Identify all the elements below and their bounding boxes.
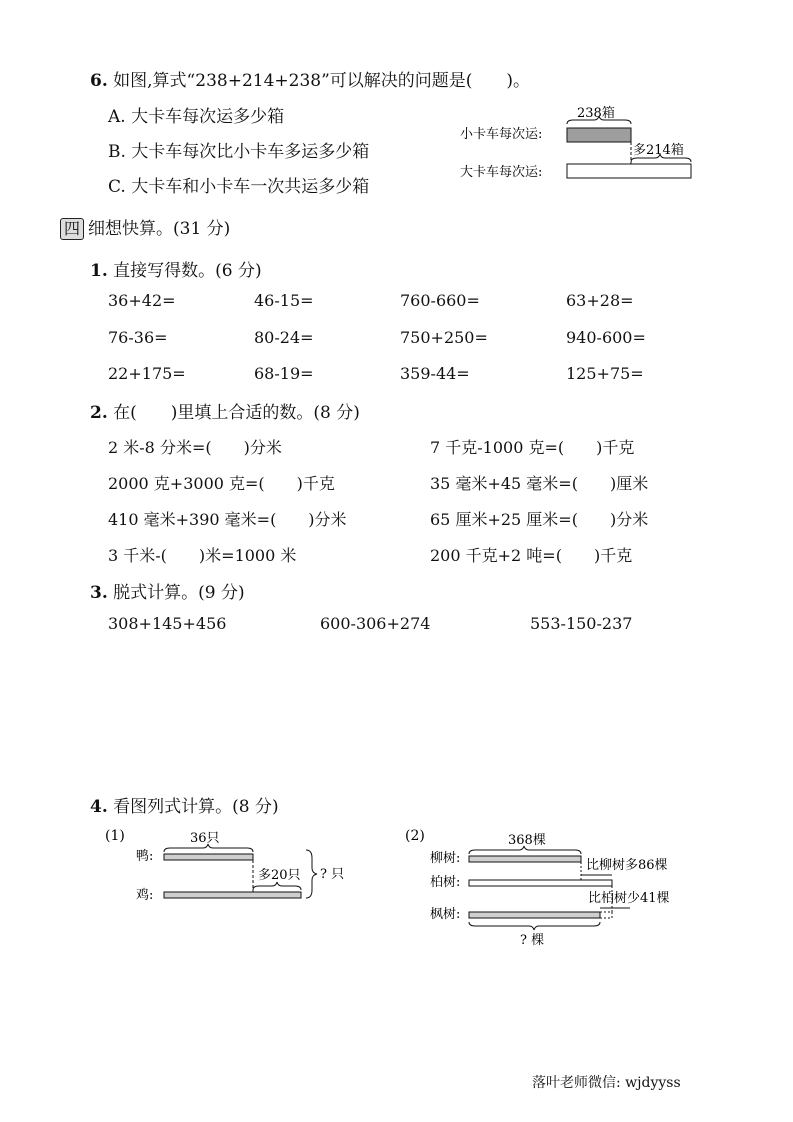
section-header [60,214,230,240]
p1-r3c1: 22+175= [108,364,186,383]
q6-stem [90,66,530,91]
more-brace-1 [253,882,301,890]
willow-value: 368棵 [508,833,546,848]
p1-r2c1: 76-36= [108,328,168,347]
cypress-label: 柏树: [430,875,461,890]
fig1-index: (1) [105,828,125,844]
small-truck-value: 238箱 [577,106,615,121]
p1-r2c2: 80-24= [254,328,314,347]
p1-r3c3: 359-44= [400,364,470,383]
fig1-more-value: 多20只 [258,868,301,883]
p1-r1c3: 760-660= [400,291,480,310]
fig2-index: (2) [405,828,425,844]
duck-label: 鸭: [136,849,154,864]
p1-r1c2: 46-15= [254,291,314,310]
small-truck-label: 小卡车每次运: [460,127,543,142]
large-truck-label: 大卡车每次运: [460,165,543,180]
fig2-question: ? 棵 [520,933,545,948]
q6-number: 6. [90,71,108,91]
chicken-label: 鸡: [136,888,154,903]
p1-r3c2: 68-19= [254,364,314,383]
large-truck-bar [567,164,691,178]
p1-r2c4: 940-600= [566,328,646,347]
p1-r1c4: 63+28= [566,291,634,310]
p2-r4c2: 200 千克+2 吨=( )千克 [430,546,633,565]
maple-bar [469,912,600,918]
total-brace [306,850,317,898]
q6-text: 如图,算式“238+214+238”可以解决的问题是( )。 [113,71,531,91]
p1-title: 1. 直接写得数。(6 分) [90,261,262,281]
p2-r2c2: 35 毫米+45 毫米=( )厘米 [430,474,649,493]
chicken-bar [164,892,301,898]
footer-text: 落叶老师微信: wjdyyss [532,1075,681,1091]
p4-title: 4. 看图列式计算。(8 分) [90,797,279,817]
q6-diagram [455,100,705,190]
p2-title: 2. 在( )里填上合适的数。(8 分) [90,403,360,423]
duck-bar [164,854,253,860]
p2-r1c1: 2 米-8 分米=( )分米 [108,438,282,457]
cypress-bar [469,880,612,886]
willow-bar [469,856,581,862]
p1-r2c3: 750+250= [400,328,488,347]
p2-r3c2: 65 厘米+25 厘米=( )分米 [430,510,649,529]
p3-item-2: 600-306+274 [320,614,431,633]
maple-brace [469,922,600,930]
willow-label: 柳树: [430,851,461,866]
more-86-text: 比柳树多86棵 [586,858,668,873]
duck-value: 36只 [190,831,220,846]
p3-item-3: 553-150-237 [530,614,633,633]
section-title: 细想快算。(31 分) [88,219,231,239]
p2-r1c2: 7 千克-1000 克=( )千克 [430,438,635,457]
q6-option-a: A. 大卡车每次运多少箱 [108,107,285,127]
q6-option-b: B. 大卡车每次比小卡车多运多少箱 [108,142,370,162]
p3-item-1: 308+145+456 [108,614,227,633]
p2-r2c1: 2000 克+3000 克=( )千克 [108,474,335,493]
p4-figure-2 [400,822,700,952]
maple-missing-part [600,912,612,918]
fig1-question: ? 只 [320,867,345,882]
p3-title: 3. 脱式计算。(9 分) [90,583,245,603]
p4-figure-1 [100,822,370,907]
q6-option-c: C. 大卡车和小卡车一次共运多少箱 [108,177,370,197]
small-truck-bar [567,128,631,142]
duck-brace [164,844,253,852]
p2-r3c1: 410 毫米+390 毫米=( )分米 [108,510,347,529]
less-41-text: 比柏树少41棵 [588,891,670,906]
p1-r3c4: 125+75= [566,364,644,383]
more-value: 多214箱 [633,143,684,158]
maple-label: 枫树: [430,907,461,922]
p1-r1c1: 36+42= [108,291,176,310]
section-number-box: 四 [60,218,84,240]
p2-r4c1: 3 千米-( )米=1000 米 [108,546,297,565]
